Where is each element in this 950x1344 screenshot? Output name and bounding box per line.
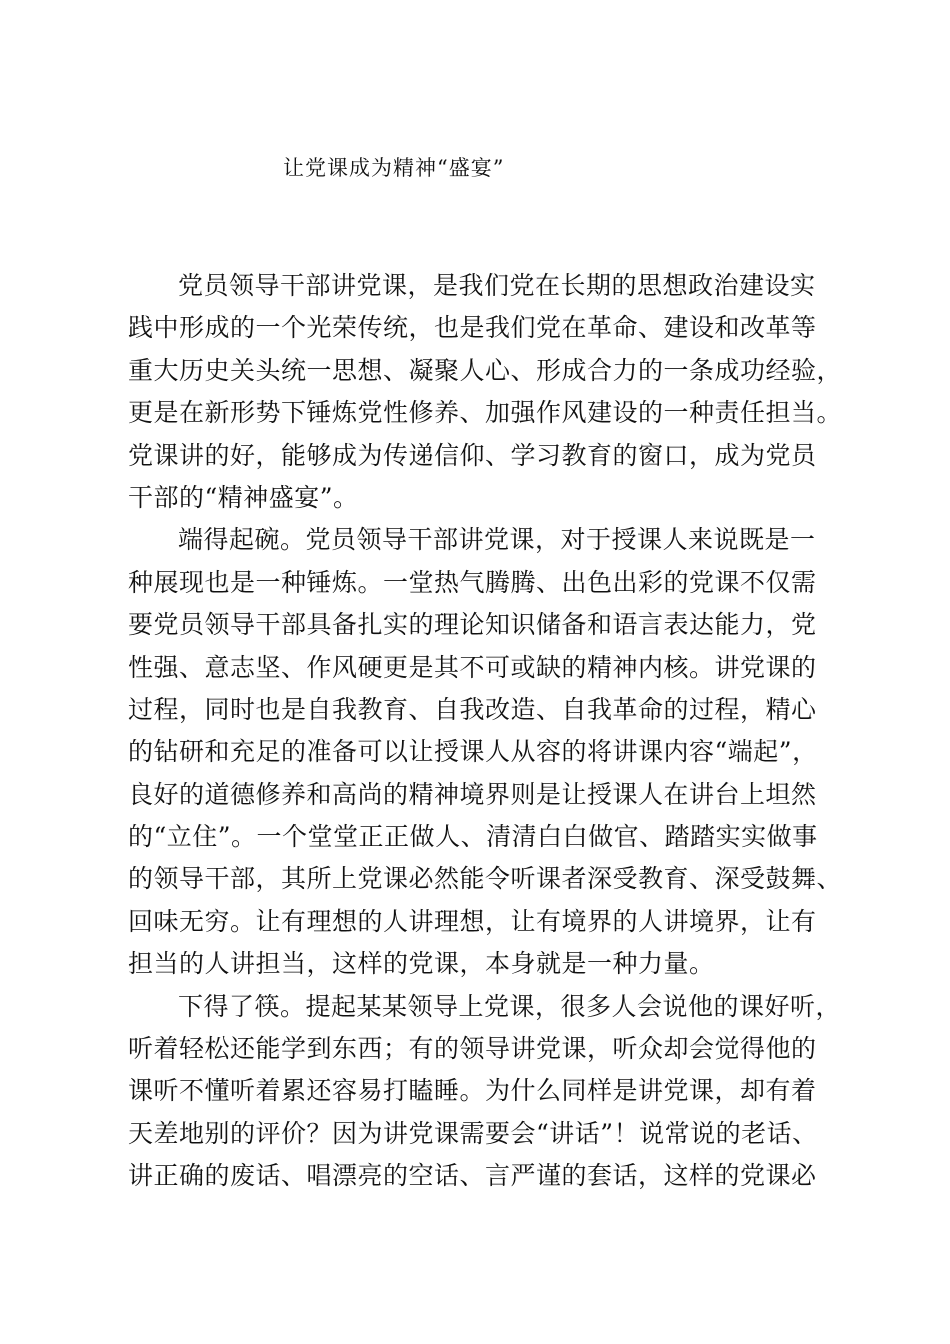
paragraph-line: 的领导干部，其所上党课必然能令听课者深受教育、深受鼓舞、 xyxy=(128,864,843,894)
paragraph-line: 要党员领导干部具备扎实的理论知识储备和语言表达能力，党 xyxy=(128,610,817,640)
paragraph-line: 听着轻松还能学到东西；有的领导讲党课，听众却会觉得他的 xyxy=(128,1034,817,1064)
paragraph-line: 的“立住”。一个堂堂正正做人、清清白白做官、踏踏实实做事 xyxy=(128,822,818,852)
paragraph-line: 党员领导干部讲党课，是我们党在长期的思想政治建设实 xyxy=(178,271,816,300)
paragraph-line: 党课讲的好，能够成为传递信仰、学习教育的窗口，成为党员 xyxy=(128,440,817,470)
document-body xyxy=(128,265,848,1198)
document-title: 让党课成为精神“盛宴” xyxy=(283,156,505,180)
paragraph-line: 重大历史关头统一思想、凝聚人心、形成合力的一条成功经验， xyxy=(128,355,843,385)
paragraph-line: 种展现也是一种锤炼。一堂热气腾腾、出色出彩的党课不仅需 xyxy=(128,567,817,597)
paragraph-line: 践中形成的一个光荣传统，也是我们党在革命、建设和改革等 xyxy=(128,313,817,343)
paragraph-line: 下得了筷。提起某某领导上党课，很多人会说他的课好听， xyxy=(178,991,842,1021)
paragraph-line: 讲正确的废话、唱漂亮的空话、言严谨的套话，这样的党课必 xyxy=(128,1161,817,1191)
paragraph-line: 天差地别的评价？因为讲党课需要会“讲话”！说常说的老话、 xyxy=(128,1118,818,1148)
paragraph-line: 回味无穷。让有理想的人讲理想，让有境界的人讲境界，让有 xyxy=(128,906,817,936)
paragraph-line: 的钻研和充足的准备可以让授课人从容的将讲课内容“端起”， xyxy=(128,737,818,767)
paragraph-line: 课听不懂听着累还容易打瞌睡。为什么同样是讲党课，却有着 xyxy=(128,1076,817,1106)
paragraph-line: 更是在新形势下锤炼党性修养、加强作风建设的一种责任担当。 xyxy=(128,398,843,428)
paragraph-line: 良好的道德修养和高尚的精神境界则是让授课人在讲台上坦然 xyxy=(128,779,817,809)
paragraph-line: 端得起碗。党员领导干部讲党课，对于授课人来说既是一 xyxy=(178,525,816,555)
paragraph-line: 过程，同时也是自我教育、自我改造、自我革命的过程，精心 xyxy=(128,694,817,724)
paragraph-line: 性强、意志坚、作风硬更是其不可或缺的精神内核。讲党课的 xyxy=(128,652,817,682)
paragraph-line: 干部的“精神盛宴”。 xyxy=(128,482,359,512)
paragraph-line: 担当的人讲担当，这样的党课，本身就是一种力量。 xyxy=(128,949,715,979)
